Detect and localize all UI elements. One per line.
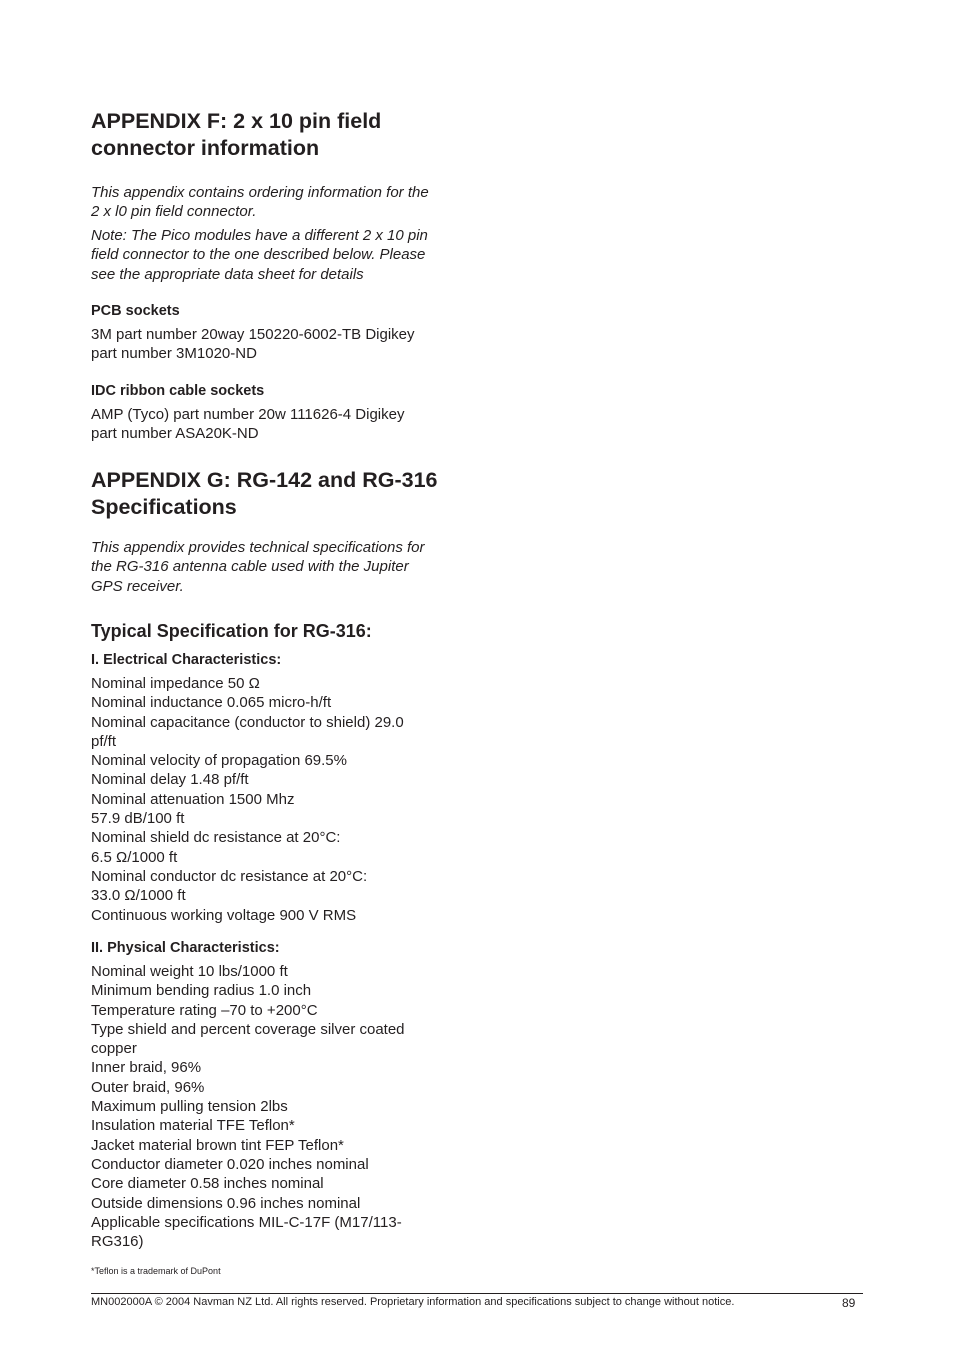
spec-line: Jacket material brown tint FEP Teflon* [91,1136,344,1154]
idc-sockets-heading: IDC ribbon cable sockets [91,383,265,399]
appendix-f-title-line: APPENDIX F: 2 x 10 pin field [91,109,382,133]
physical-section [91,939,463,957]
spec-line: copper [91,1040,137,1058]
intro-line: 2 x l0 pin field connector. [91,203,257,221]
appendix-f-intro [91,183,463,222]
spec-line: Outside dimensions 0.96 inches nominal [91,1194,361,1212]
idc-line: AMP (Tyco) part number 20w 111626-4 Digikey [91,406,405,423]
note-line: field connector to the one described below. Please [91,246,426,264]
intro-line: This appendix contains ordering information for the [91,184,429,201]
appendix-f-title [91,108,463,162]
intro-line: the RG-316 antenna cable used with the Jupiter [91,558,409,576]
page-number: 89 [842,1296,856,1310]
idc-sockets-body [91,405,463,444]
pcb-sockets-body [91,325,463,364]
spec-line: Nominal weight 10 lbs/1000 ft [91,963,288,980]
spec-line: Maximum pulling tension 2lbs [91,1098,288,1116]
physical-list [91,962,463,1251]
spec-line: 33.0 Ω/1000 ft [91,887,186,905]
footer-divider [91,1293,863,1294]
spec-line: Conductor diameter 0.020 inches nominal [91,1155,369,1173]
spec-line: Nominal conductor dc resistance at 20°C: [91,867,368,885]
spec-line: Minimum bending radius 1.0 inch [91,982,312,1000]
physical-heading: II. Physical Characteristics: [91,940,280,956]
pcb-sockets-section [91,302,463,320]
teflon-footnote: *Teflon is a trademark of DuPont [91,1266,221,1276]
electrical-section [91,651,463,669]
spec-line: Outer braid, 96% [91,1078,205,1096]
intro-line: GPS receiver. [91,577,184,595]
spec-line: Nominal velocity of propagation 69.5% [91,752,347,770]
spec-line: RG316) [91,1233,144,1251]
spec-line: Inner braid, 96% [91,1059,202,1077]
spec-line: Nominal impedance 50 Ω [91,675,260,692]
spec-line: Nominal attenuation 1500 Mhz [91,790,295,808]
spec-line: Applicable specifications MIL-C-17F (M17/113- [91,1213,402,1231]
note-line: Note: The Pico modules have a different 2 x 10 pin [91,227,428,244]
electrical-heading: I. Electrical Characteristics: [91,652,282,668]
intro-line: This appendix provides technical specifications for [91,539,425,556]
spec-line: Nominal delay 1.48 pf/ft [91,771,249,789]
idc-line: part number ASA20K-ND [91,425,259,443]
pcb-line: part number 3M1020-ND [91,345,257,363]
appendix-g-title [91,467,463,521]
spec-line: Nominal inductance 0.065 micro-h/ft [91,694,332,712]
spec-line: Nominal capacitance (conductor to shield) 29.0 [91,713,404,731]
appendix-g-title-line: APPENDIX G: RG-142 and RG-316 [91,468,438,492]
spec-line: 6.5 Ω/1000 ft [91,848,178,866]
spec-line: Continuous working voltage 900 V RMS [91,906,357,924]
pcb-sockets-heading: PCB sockets [91,303,180,319]
spec-line: Nominal shield dc resistance at 20°C: [91,829,341,847]
pcb-line: 3M part number 20way 150220-6002-TB Digikey [91,326,415,343]
typical-spec-section [91,620,463,642]
appendix-g-title-line: Specifications [91,495,237,519]
electrical-list [91,674,463,925]
spec-line: pf/ft [91,732,117,750]
typical-spec-heading: Typical Specification for RG-316: [91,621,372,641]
idc-sockets-section [91,382,463,400]
spec-line: Type shield and percent coverage silver coated [91,1020,405,1038]
appendix-f-title-line: connector information [91,136,320,160]
spec-line: Core diameter 0.58 inches nominal [91,1175,324,1193]
spec-line: 57.9 dB/100 ft [91,810,185,828]
appendix-f-note [91,226,463,284]
spec-line: Temperature rating –70 to +200°C [91,1001,318,1019]
note-line: see the appropriate data sheet for details [91,265,364,283]
appendix-g-intro [91,538,463,596]
spec-line: Insulation material TFE Teflon* [91,1117,295,1135]
footer-copyright: MN002000A © 2004 Navman NZ Ltd. All rights reserved. Proprietary information and specifications subject to change without notice. [91,1296,735,1308]
